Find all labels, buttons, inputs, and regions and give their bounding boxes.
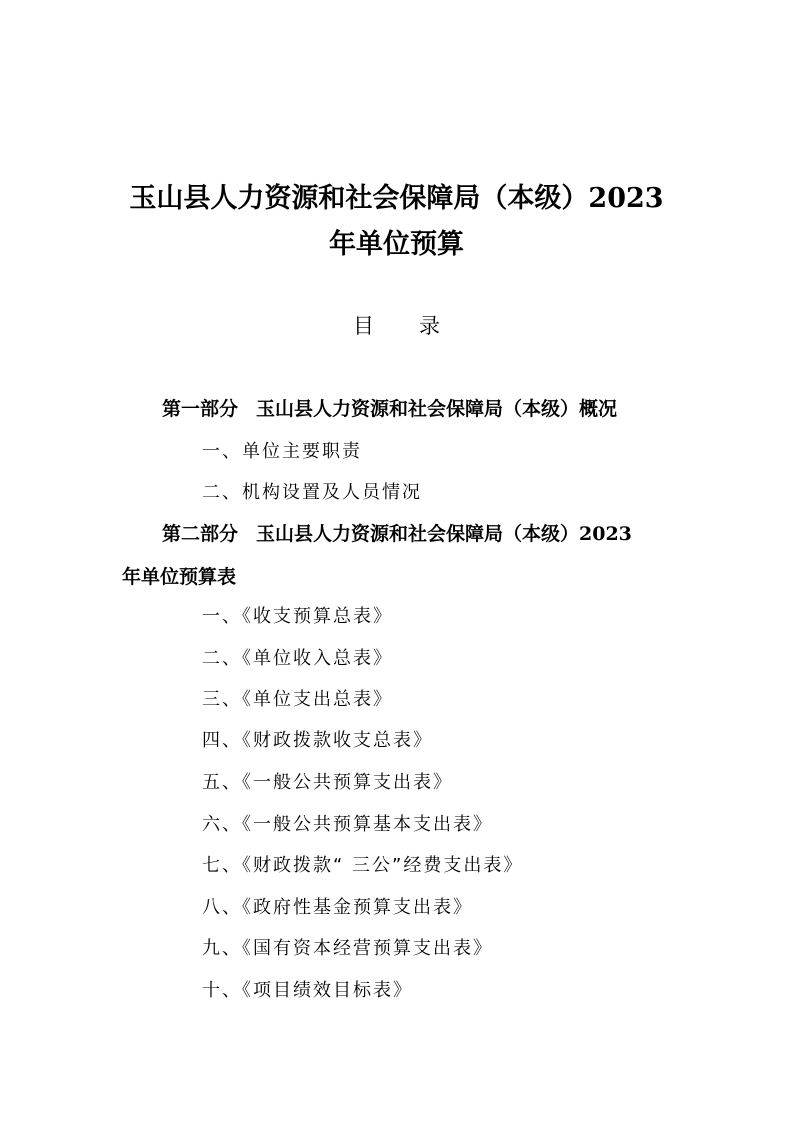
part1-title: 玉山县人力资源和社会保障局（本级）概况: [256, 398, 618, 420]
toc-item: 六、《一般公共预算基本支出表》: [202, 814, 493, 835]
toc-heading: 目录: [353, 314, 485, 338]
toc-item: 二、机构设置及人员情况: [202, 482, 422, 503]
toc-item: 九、《国有资本经营预算支出表》: [202, 938, 493, 959]
toc-item: 五、《一般公共预算支出表》: [202, 772, 453, 793]
part1-label: 第一部分: [162, 398, 239, 420]
document-title-line1: 玉山县人力资源和社会保障局（本级）2023: [129, 183, 664, 214]
part2-heading: [162, 525, 632, 544]
toc-item: 十、《项目绩效目标表》: [202, 980, 413, 1001]
part2-title: 玉山县人力资源和社会保障局（本级）2023: [256, 523, 632, 545]
toc-item: 二、《单位收入总表》: [202, 648, 393, 669]
part2-heading-continued: 年单位预算表: [122, 566, 237, 588]
toc-item: 四、《财政拨款收支总表》: [202, 730, 433, 751]
toc-item: 三、《单位支出总表》: [202, 689, 393, 710]
toc-item: 一、单位主要职责: [202, 441, 362, 462]
toc-item: 七、《财政拨款“ 三公”经费支出表》: [202, 855, 524, 876]
document-title-line2: 年单位预算: [329, 229, 464, 260]
part2-label: 第二部分: [162, 523, 239, 545]
toc-item: 一、《收支预算总表》: [202, 606, 393, 627]
toc-item: 八、《政府性基金预算支出表》: [202, 897, 473, 918]
part1-heading: [162, 400, 617, 419]
